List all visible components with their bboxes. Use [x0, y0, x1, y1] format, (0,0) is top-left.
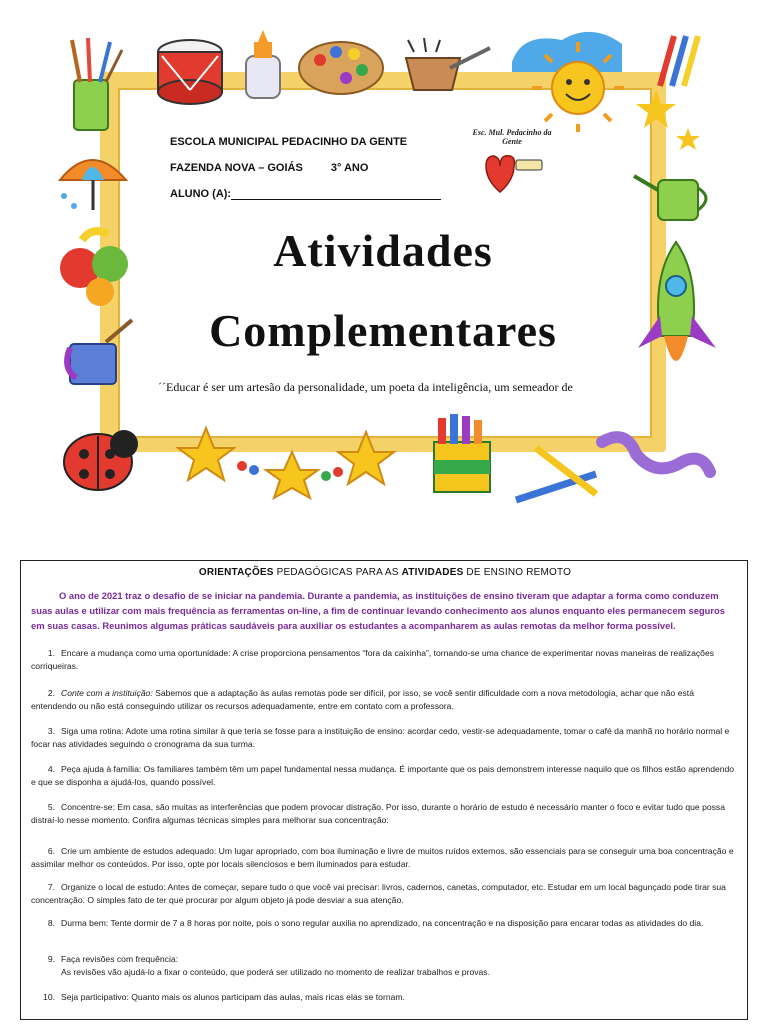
list-item: 3. Siga uma rotina: Adote uma rotina similar à que teria se fosse para a instituição de ensino: acordar cedo, vestir-se adequadamente, tomar o café da manhã no horário normal e focar nas atividades seguindo o cronograma da sua turma. [31, 726, 730, 749]
sun-icon [502, 22, 642, 132]
list-item: 10. Seja participativo: Quanto mais os alunos participam das aulas, mais ricas elas se tornam. [43, 992, 405, 1002]
list-item: 6. Crie um ambiente de estudos adequado: Um lugar apropriado, com boa iluminação e livre de muitos ruídos externos, são essenciais para se conseguir uma boa concentração e assimilar melhor os conteúdos. Por isso, opte por locais silenciosos e bem iluminados para estudar. [31, 846, 734, 869]
list-item: 9. Faça revisões com frequência: As revisões vão ajudá-lo a fixar o conteúdo, que poderá ser utilizado no momento de realizar trabalhos e provas. [47, 954, 490, 977]
student-name-line [170, 188, 441, 200]
cover-quote: ´´Educar é ser um artesão da personalidade, um poeta da inteligência, um semeador de [158, 380, 573, 394]
list-item: 5. Concentre-se: Em casa, são muitas as interferências que podem provocar distração. Por isso, durante o horário de estudo é necessário manter o foco e evitar tudo que possa distraí-lo nesse momento. Confira algumas técnicas simples para melhorar sua concentração: [31, 802, 725, 825]
school-grade: 3° ANO [330, 162, 369, 174]
crayon-box-icon [420, 404, 504, 504]
drum-icon [150, 32, 230, 112]
star-characters-icon [176, 422, 416, 502]
paint-palette-icon [296, 38, 386, 98]
heading-part-2: PEDAGÓGICAS PARA AS [273, 567, 402, 578]
ladybug-icon [54, 418, 144, 496]
heading-part-4: DE ENSINO REMOTO [463, 567, 572, 578]
list-item: 7. Organize o local de estudo: Antes de começar, separe tudo o que você vai precisar: livros, cadernos, canetas, computador, etc. Estudar em um local bagunçado pode tirar sua concentração. O simples fato de ter que procurar por algum objeto já pode desviar a sua atenção. [31, 882, 726, 905]
cover-title-line2: Complementares [209, 305, 557, 356]
heading-part-3: ATIVIDADES [401, 567, 464, 578]
heart-logo-icon [482, 150, 546, 196]
pencils-and-worm-icon [506, 428, 716, 508]
glue-bottle-icon [240, 30, 286, 102]
school-location-line [170, 162, 368, 174]
orientations-box [20, 560, 748, 1020]
orientations-intro: O ano de 2021 traz o desafio de se iniciar na pandemia. Durante a pandemia, as instituições de ensino tiveram que adaptar a forma como conduzem suas aulas e utilizar com mais frequência as ferramentas on-line, a fim de continuar levando conhecimento aos alunos enquanto eles permanecem seguros em suas casas. Reunimos algumas práticas saudáveis para auxiliar os estudantes a acompanharem as aulas remotas da melhor forma possível. [31, 590, 725, 631]
school-location: FAZENDA NOVA – GOIÁS [170, 162, 303, 174]
school-name: ESCOLA MUNICIPAL PEDACINHO DA GENTE [170, 136, 408, 148]
heading-part-1: ORIENTAÇÕES [198, 567, 274, 578]
umbrella-icon [52, 140, 132, 220]
watering-can-icon [628, 170, 718, 230]
orientations-heading [21, 567, 749, 578]
school-logo: Esc. Mul. Pedacinho da Gente [472, 128, 552, 196]
list-item: 1. Encare a mudança como uma oportunidade: A crise proporciona pensamentos “fora da caixinha”, tornando-se uma chance de experimentar novas maneiras de realizações corriqueiras. [31, 648, 715, 671]
mixing-bowl-icon [400, 38, 496, 102]
list-item: 8. Durma bem: Tente dormir de 7 a 8 horas por noite, pois o sono regular auxilia no aprendizado, na concentração e na disposição para encarar todas as atividades do dia. [47, 918, 704, 928]
list-item: 4. Peça ajuda à família: Os familiares também têm um papel fundamental nessa mudança. É importante que os pais demonstrem interesse naquilo que os filhos estão aprendendo e que se disponha a ajudá-los, quando possível. [31, 764, 735, 787]
stars-icon [636, 88, 706, 168]
paintbrush-cup-icon [58, 36, 128, 136]
crayons-icon [650, 30, 710, 90]
student-name-blank[interactable] [231, 188, 441, 200]
list-item: 2. Conte com a instituição: Sabemos que a adaptação às aulas remotas pode ser difícil, por isso, se você sentir dificuldade com a nova metodologia, achar que não está entendendo ou não está conseguindo utilizar os recursos adequadamente, entre em contato com a professora. [31, 688, 694, 711]
cover-title-line1: Atividades [273, 225, 493, 276]
student-label: ALUNO (A): [170, 188, 232, 200]
